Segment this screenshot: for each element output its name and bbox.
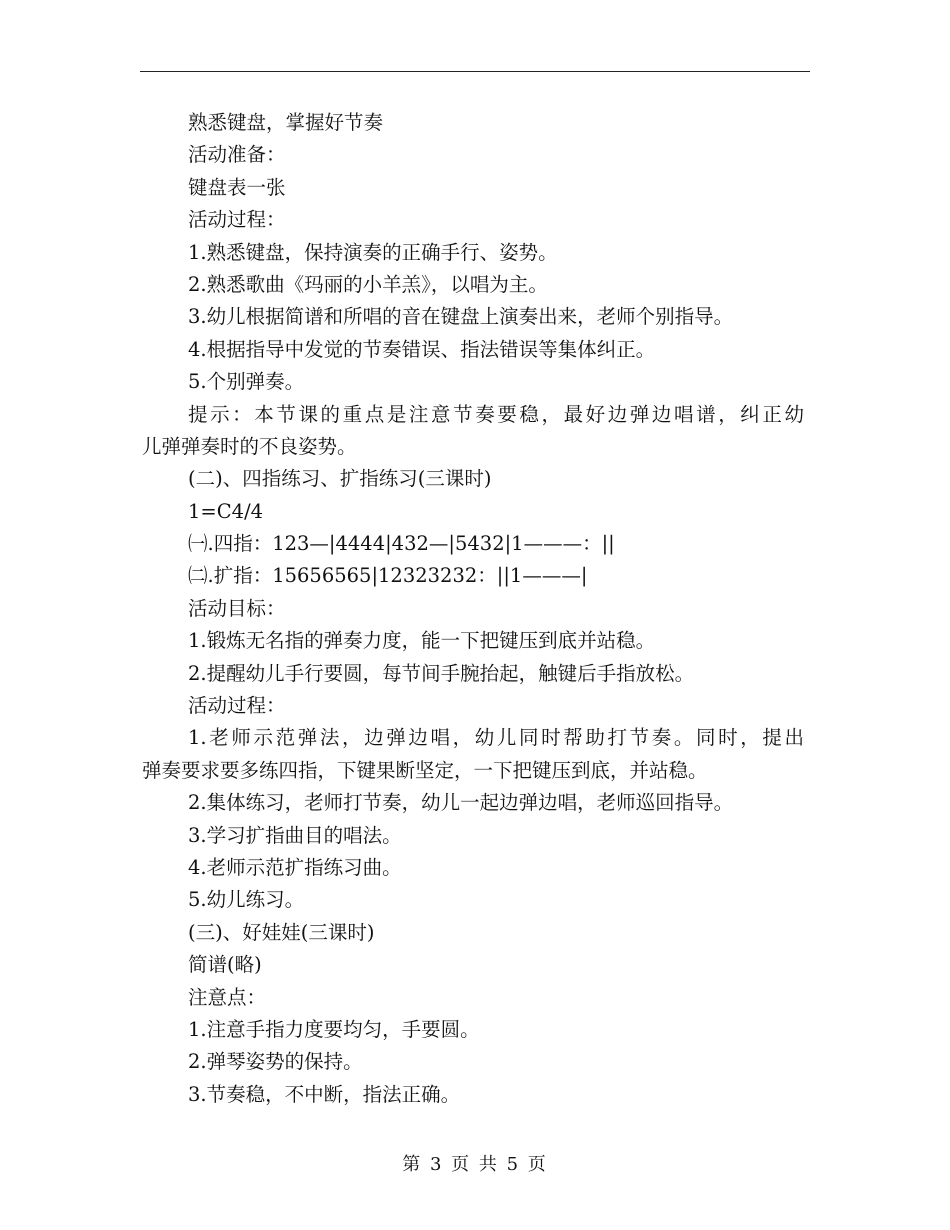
text-line: 简谱(略) bbox=[188, 953, 262, 977]
text-line: 儿弹弹奏时的不良姿势。 bbox=[142, 434, 357, 458]
text-line: 3.幼儿根据简谱和所唱的音在键盘上演奏出来，老师个别指导。 bbox=[188, 305, 734, 329]
text-line: 1.锻炼无名指的弹奏力度，能一下把键压到底并站稳。 bbox=[188, 629, 656, 653]
text-line: 3.节奏稳，不中断，指法正确。 bbox=[188, 1082, 461, 1106]
text-line: 4.老师示范扩指练习曲。 bbox=[188, 855, 402, 879]
text-line: 4.根据指导中发觉的节奏错误、指法错误等集体纠正。 bbox=[188, 337, 656, 361]
text-line: 提示：本节课的重点是注意节奏要稳，最好边弹边唱谱，纠正幼 bbox=[188, 402, 804, 426]
text-line: 活动过程： bbox=[188, 208, 286, 232]
text-line: (三)、好娃娃(三课时) bbox=[188, 920, 375, 944]
text-line: 活动过程： bbox=[188, 694, 286, 718]
text-line: 1.注意手指力度要均匀，手要圆。 bbox=[188, 1017, 480, 1041]
text-line: 1=C4/4 bbox=[188, 499, 264, 523]
text-line: 5.个别弹奏。 bbox=[188, 370, 305, 394]
text-line: 2.提醒幼儿手行要圆，每节间手腕抬起，触键后手指放松。 bbox=[188, 661, 695, 685]
text-line: ㈠.四指：123—|4444|432—|5432|1———：|| bbox=[188, 532, 615, 556]
text-line: 2.弹琴姿势的保持。 bbox=[188, 1050, 363, 1074]
text-line: 熟悉键盘，掌握好节奏 bbox=[188, 111, 384, 134]
text-line: 活动准备： bbox=[188, 143, 286, 167]
header-rule bbox=[140, 71, 810, 72]
text-line: (二)、四指练习、扩指练习(三课时) bbox=[188, 467, 492, 491]
text-line: 活动目标： bbox=[188, 596, 286, 620]
text-line: 5.幼儿练习。 bbox=[188, 888, 305, 912]
text-line: 3.学习扩指曲目的唱法。 bbox=[188, 823, 402, 847]
text-line: 1.熟悉键盘，保持演奏的正确手行、姿势。 bbox=[188, 240, 558, 264]
text-line: 1.老师示范弹法，边弹边唱，幼儿同时帮助打节奏。同时，提出 bbox=[188, 726, 804, 750]
text-line: 注意点： bbox=[188, 985, 267, 1009]
text-line: 2.集体练习，老师打节奏，幼儿一起边弹边唱，老师巡回指导。 bbox=[188, 791, 734, 815]
text-line: 键盘表一张 bbox=[188, 175, 286, 199]
text-line: 弹奏要求要多练四指，下键果断坚定，一下把键压到底，并站稳。 bbox=[142, 758, 708, 782]
text-line: ㈡.扩指：15656565|12323232：||1———| bbox=[188, 564, 588, 588]
text-line: 2.熟悉歌曲《玛丽的小羊羔》，以唱为主。 bbox=[188, 272, 548, 296]
document-body bbox=[142, 107, 804, 1111]
page-footer: 第 3 页 共 5 页 bbox=[402, 1154, 548, 1175]
